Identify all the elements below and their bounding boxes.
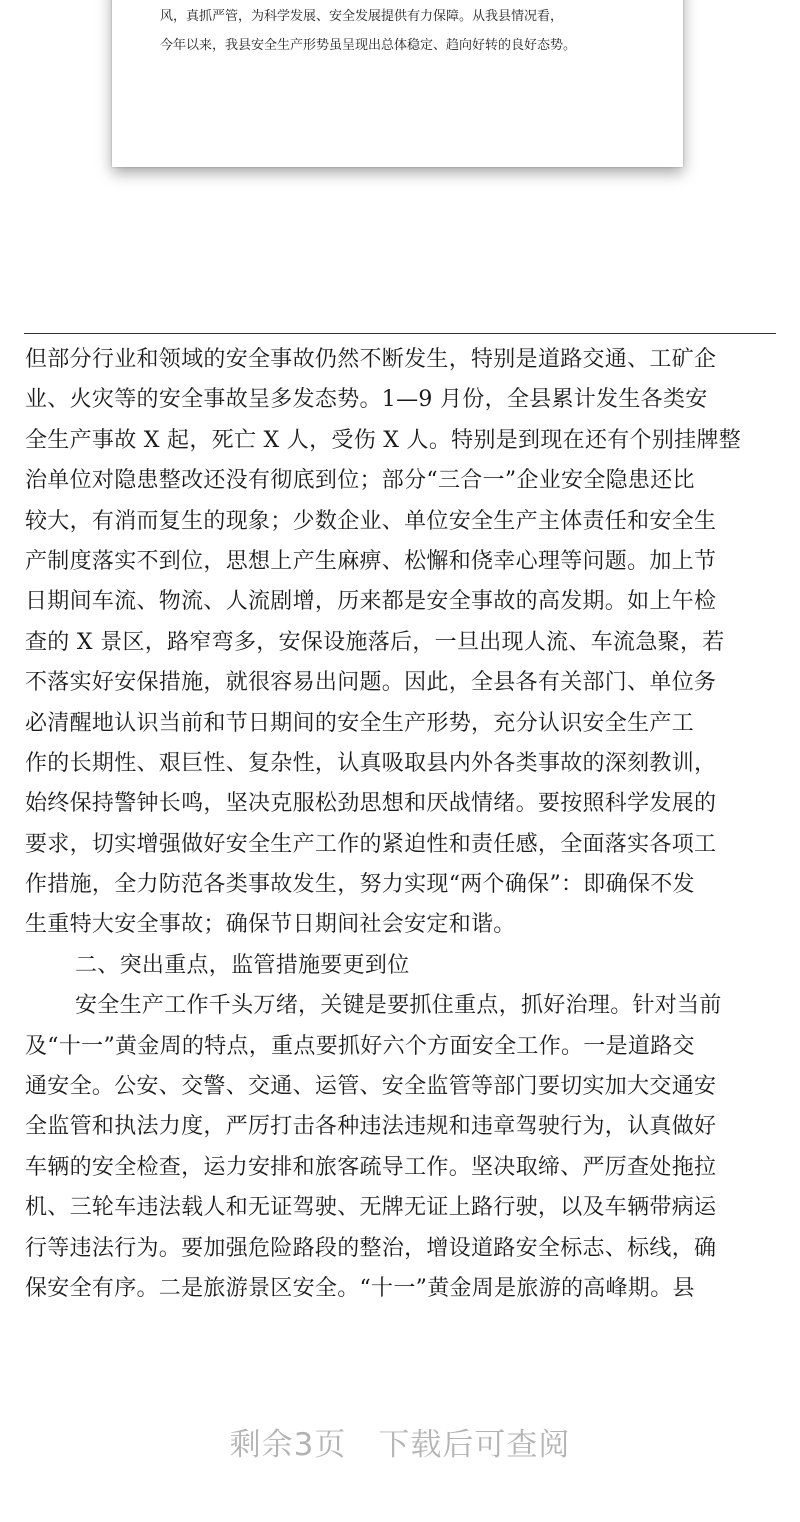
document-line: 不落实好安保措施，就很容易出问题。因此，全县各有关部门、单位务	[25, 670, 717, 696]
download-banner[interactable]	[0, 1415, 800, 1475]
divider	[24, 333, 776, 334]
preview-line: 风，真抓严管，为科学发展、安全发展提供有力保障。从我县情况看，	[160, 9, 564, 24]
document-line: 机、三轮车违法载人和无证驾驶、无牌无证上路行驶，以及车辆带病运	[25, 1195, 717, 1221]
document-line: 但部分行业和领域的安全事故仍然不断发生，特别是道路交通、工矿企	[25, 347, 717, 372]
document-line: 全监管和执法力度，严厉打击各种违法违规和违章驾驶行为，认真做好	[25, 1114, 717, 1140]
document-line: 始终保持警钟长鸣，坚决克服松劲思想和厌战情绪。要按照科学发展的	[25, 791, 717, 817]
document-line: 车辆的安全检查，运力安排和旅客疏导工作。坚决取缔、严厉查处拖拉	[25, 1154, 717, 1180]
download-to-view-text: 下载后可查阅	[378, 1427, 571, 1463]
document-line: 生重特大安全事故；确保节日期间社会安定和谐。	[25, 912, 516, 938]
preview-card	[112, 0, 683, 167]
document-line: 产制度落实不到位，思想上产生麻痹、松懈和侥幸心理等问题。加上节	[25, 548, 717, 574]
document-line: 要求，切实增强做好安全生产工作的紧迫性和责任感，全面落实各项工	[25, 831, 717, 857]
document-line: 及“十一”黄金周的特点，重点要抓好六个方面安全工作。一是道路交	[25, 1033, 695, 1059]
remaining-pages-text: 剩余3页	[229, 1427, 347, 1463]
document-line: 业、火灾等的安全事故呈多发态势。1—9 月份，全县累计发生各类安	[25, 387, 708, 413]
document-line: 行等违法行为。要加强危险路段的整治，增设道路安全标志、标线，确	[25, 1235, 717, 1261]
document-line: 全生产事故 X 起，死亡 X 人，受伤 X 人。特别是到现在还有个别挂牌整	[25, 427, 742, 453]
document-line: 安全生产工作千头万绪，关键是要抓住重点，抓好治理。针对当前	[75, 993, 722, 1019]
preview-line: 今年以来，我县安全生产形势虽呈现出总体稳定、趋向好转的良好态势。	[160, 38, 577, 53]
document-line: 保安全有序。二是旅游景区安全。“十一”黄金周是旅游的高峰期。县	[25, 1275, 695, 1301]
document-line: 日期间车流、物流、人流剧增，历来都是安全事故的高发期。如上午检	[25, 589, 717, 615]
document-line: 查的 X 景区，路窄弯多，安保设施落后，一旦出现人流、车流急聚，若	[25, 629, 725, 655]
document-line: 必清醒地认识当前和节日期间的安全生产形势，充分认识安全生产工	[25, 710, 695, 736]
document-line: 治单位对隐患整改还没有彻底到位；部分“三合一”企业安全隐患还比	[25, 468, 695, 494]
document-line: 二、突出重点，监管措施要更到位	[75, 952, 410, 978]
document-line: 作的长期性、艰巨性、复杂性，认真吸取县内外各类事故的深刻教训，	[25, 750, 717, 776]
document-line: 较大，有消而复生的现象；少数企业、单位安全生产主体责任和安全生	[25, 508, 717, 534]
document-body	[25, 340, 777, 1309]
document-line: 通安全。公安、交警、交通、运管、安全监管等部门要切实加大交通安	[25, 1074, 717, 1100]
document-line: 作措施，全力防范各类事故发生，努力实现“两个确保”：即确保不发	[25, 872, 695, 898]
